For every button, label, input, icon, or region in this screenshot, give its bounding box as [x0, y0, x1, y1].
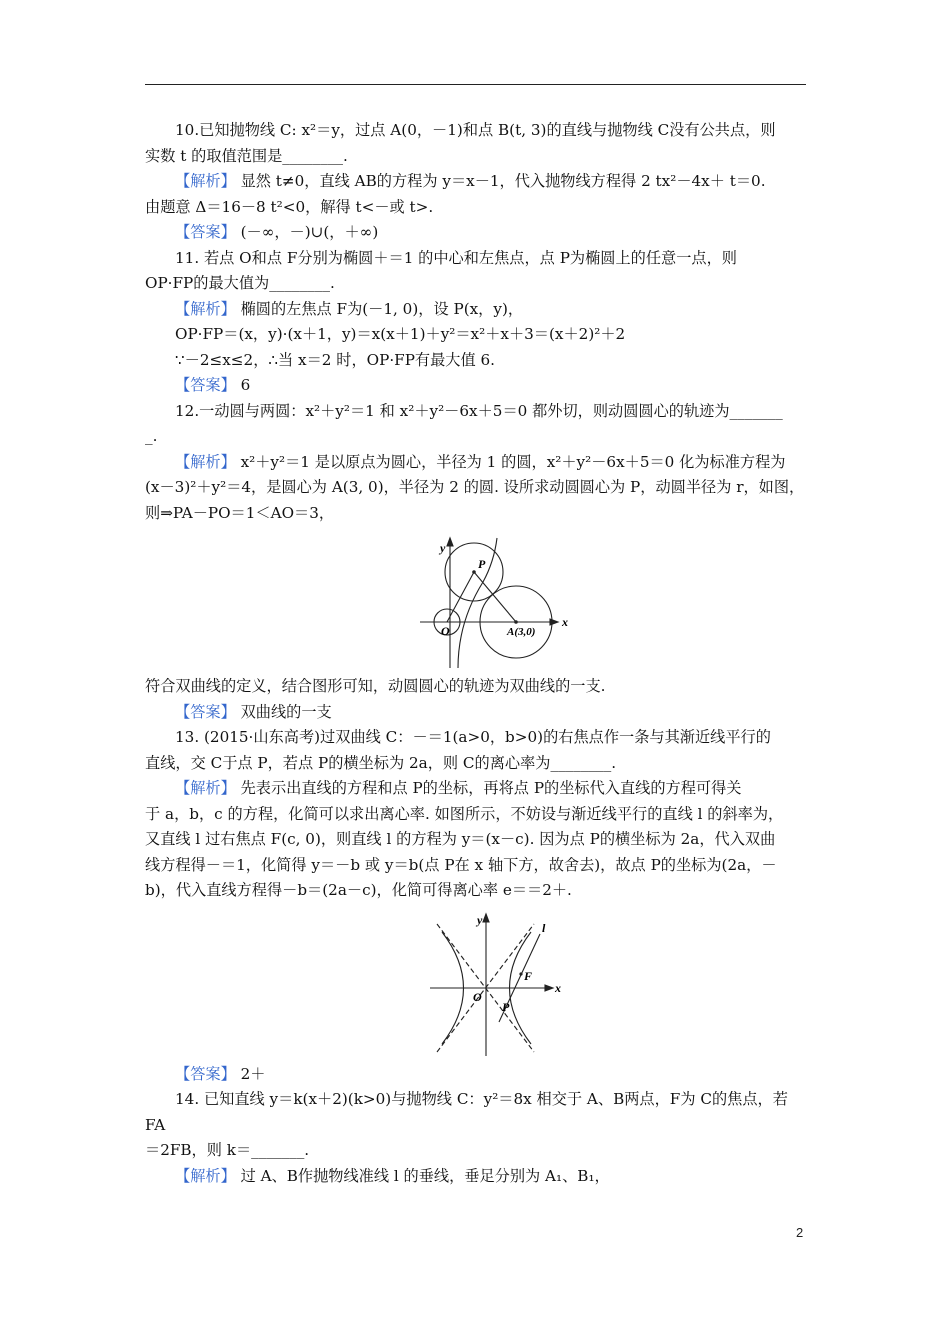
q13-solution-line5: b)，代入直线方程得－b＝(2a－c)，化简可得离心率 e＝＝2＋. — [145, 881, 572, 899]
q12-solution — [145, 450, 807, 476]
q13-stem-line1: 13. (2015·山东高考)过双曲线 C：－＝1(a>0，b>0)的右焦点作一条与其渐近线平行的 — [175, 728, 771, 746]
q11-solution-line2: OP·FP＝(x，y)·(x＋1，y)＝x(x＋1)＋y²＝x²＋x＋3＝(x＋2)²＋2 — [175, 325, 626, 343]
y-axis-arrow — [483, 914, 489, 922]
page-content — [145, 118, 807, 1189]
q11-stem-line2: OP·FP的最大值为________. — [145, 274, 335, 292]
q13-solution-text: 先表示出直线的方程和点 P的坐标，再将点 P的坐标代入直线的方程可得关 — [235, 779, 742, 797]
q11-solution-text: 椭圆的左焦点 F为(－1, 0)，设 P(x，y)， — [235, 299, 524, 318]
header-rule — [145, 84, 806, 85]
o-label: O — [473, 989, 482, 1004]
x-label: x — [562, 615, 568, 629]
f-label: F — [524, 968, 533, 983]
o-label: O — [441, 624, 450, 638]
solution-tag: 【解析】 — [175, 452, 236, 471]
a-label: A(3,0) — [507, 626, 536, 638]
answer-tag: 【答案】 — [175, 1064, 236, 1083]
q10-solution-text: 显然 t≠0，直线 AB的方程为 y＝x－1，代入抛物线方程得 2 tx²－4x＋ t＝0. — [235, 172, 766, 190]
q11-solution-line3: ∵－2≤x≤2，∴当 x＝2 时，OP·FP有最大值 6. — [175, 350, 495, 369]
q12-solution-line3: 则⇒PA－PO＝1＜AO＝3， — [145, 503, 335, 522]
q11-stem-line1: 11. 若点 O和点 F分别为椭圆＋＝1 的中心和左焦点，点 P为椭圆上的任意一点，则 — [175, 248, 737, 267]
q10-stem-line1: 10.已知抛物线 C: x²＝y，过点 A(0，－1)和点 B(t, 3)的直线与抛物线 C没有公共点，则 — [175, 121, 776, 139]
q13-solution-line3: 又直线 l 过右焦点 F(c, 0)，则直线 l 的方程为 y＝(x－c). 因为点 P的横坐标为 2a，代入双曲 — [145, 830, 776, 848]
point-f — [519, 972, 522, 975]
l-label: l — [542, 920, 546, 935]
y-label: y — [440, 541, 446, 555]
q10-solution-line2: 由题意 Δ＝16－8 t²<0，解得 t<－或 t>. — [145, 197, 434, 216]
q13-answer-text: 2＋ — [235, 1064, 266, 1083]
answer-tag: 【答案】 — [175, 376, 236, 394]
hyperbola-diagram — [145, 910, 807, 1058]
x-label: x — [555, 980, 561, 995]
q14-solution-text: 过 A、B作抛物线准线 l 的垂线，垂足分别为 A₁、B₁， — [235, 1166, 610, 1185]
q12-solution-line2: (x－3)²＋y²＝4，是圆心为 A(3, 0)，半径为 2 的圆. 设所求动圆圆心为 P，动圆半径为 r，如图， — [145, 478, 805, 496]
q12-solution-text: x²＋y²＝1 是以原点为圆心，半径为 1 的圆，x²＋y²－6x＋5＝0 化为标准方程为 — [235, 452, 786, 471]
q13-solution-line4: 线方程得－＝1，化简得 y＝－b 或 y＝b(点 P在 x 轴下方，故舍去)，故点 P的坐标为(2a，－ — [145, 855, 777, 874]
q12-answer-text: 双曲线的一支 — [235, 702, 332, 721]
point-p — [472, 570, 476, 574]
q12-stem-line1: 12.一动圆与两圆：x²＋y²＝1 和 x²＋y²－6x＋5＝0 都外切，则动圆圆心的轨迹为_______ — [175, 401, 783, 420]
solution-tag: 【解析】 — [175, 172, 236, 190]
solution-tag: 【解析】 — [175, 299, 236, 318]
y-axis-arrow — [447, 538, 453, 546]
q13-solution — [145, 776, 807, 802]
p-label: P — [502, 999, 510, 1014]
point-a — [514, 620, 518, 624]
y-label: y — [477, 912, 483, 927]
x-axis-arrow — [550, 619, 558, 625]
q10-stem-line2: 实数 t 的取值范围是________. — [145, 146, 348, 165]
q12-solution-line4: 符合双曲线的定义，结合图形可知，动圆圆心的轨迹为双曲线的一支. — [145, 677, 606, 695]
solution-tag: 【解析】 — [175, 779, 236, 797]
q14-stem-line2: ＝2FB，则 k＝_______. — [145, 1141, 310, 1159]
q10-answer — [145, 220, 807, 246]
q11-answer — [145, 373, 807, 399]
q13-solution-line2: 于 a，b，c 的方程，化简可以求出离心率. 如图所示，不妨设与渐近线平行的直线 l 的斜率为， — [145, 804, 784, 823]
solution-tag: 【解析】 — [175, 1166, 236, 1185]
x-axis-arrow — [545, 985, 553, 991]
q11-solution — [145, 297, 807, 323]
q10-solution — [145, 169, 807, 195]
page-number: 2 — [796, 1225, 804, 1240]
q13-stem-line2: 直线，交 C于点 P，若点 P的横坐标为 2a，则 C的离心率为________. — [145, 753, 617, 772]
q10-answer-text: (－∞，－)∪(，＋∞) — [235, 223, 379, 241]
q11-answer-text: 6 — [235, 376, 251, 394]
q13-answer — [145, 1062, 807, 1088]
q12-figure — [145, 532, 807, 670]
circles-diagram — [145, 532, 807, 670]
segment-po — [447, 572, 474, 622]
p-label: P — [478, 557, 486, 571]
q12-answer — [145, 700, 807, 726]
answer-tag: 【答案】 — [175, 702, 236, 721]
answer-tag: 【答案】 — [175, 223, 236, 241]
q13-figure — [145, 910, 807, 1058]
q12-stem-line2: _. — [145, 427, 158, 445]
q14-stem-line1: 14. 已知直线 y＝k(x＋2)(k>0)与抛物线 C：y²＝8x 相交于 A、B两点，F为 C的焦点，若 FA — [145, 1090, 788, 1134]
q14-solution — [145, 1164, 807, 1190]
